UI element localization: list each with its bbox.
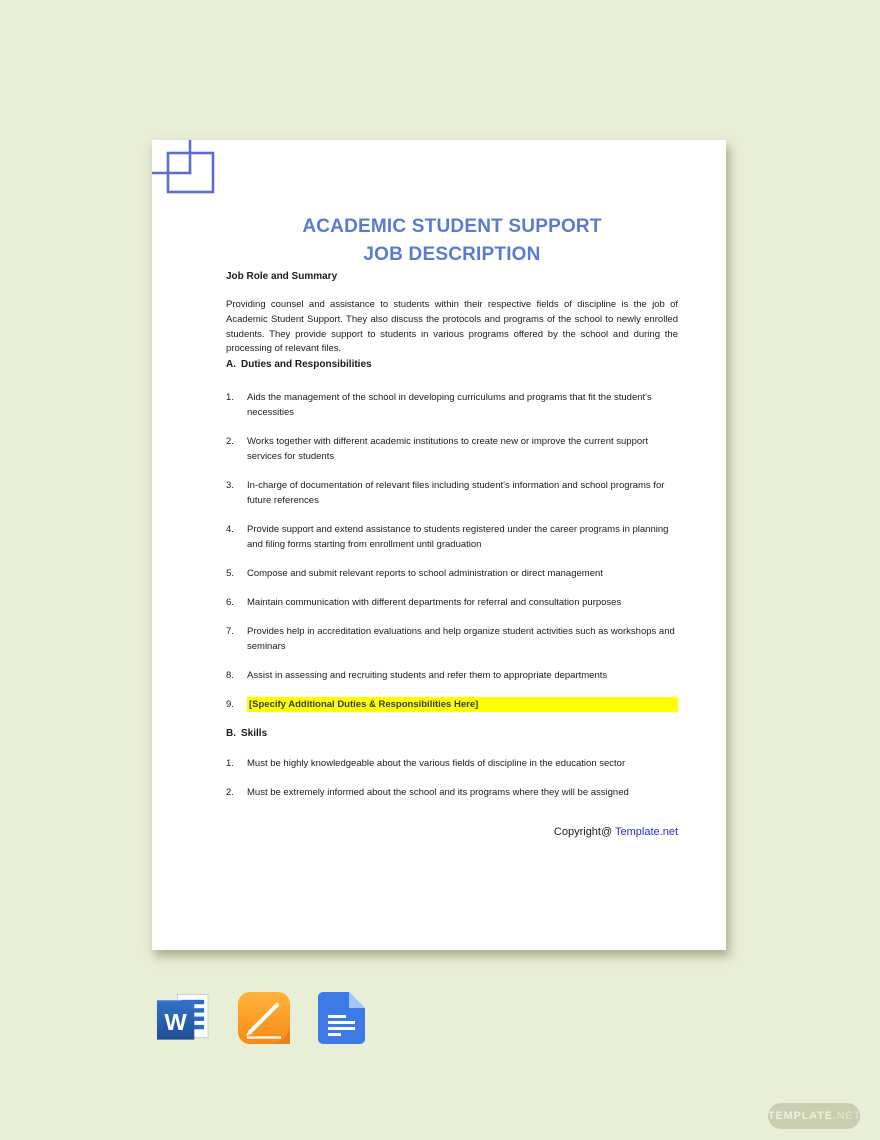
item-number: 6. — [226, 597, 234, 609]
item-number: 2. — [226, 436, 234, 448]
item-number: 7. — [226, 626, 234, 638]
skills-item-2 — [226, 785, 678, 800]
duties-item-4 — [226, 522, 678, 552]
duties-heading — [226, 357, 678, 372]
item-number: 8. — [226, 670, 234, 682]
item-text: Must be highly knowledgeable about the various fields of discipline in the education sector — [247, 758, 626, 770]
skills-list — [226, 756, 678, 800]
duties-item-5 — [226, 566, 678, 581]
item-text: Works together with different academic institutions to create new or improve the current support services for students — [247, 436, 648, 463]
svg-text:W: W — [164, 1008, 187, 1035]
item-number: 1. — [226, 392, 234, 404]
duties-item-2 — [226, 434, 678, 464]
skills-heading-text: Skills — [241, 728, 268, 740]
item-text: Assist in assessing and recruiting students and refer them to appropriate departments — [247, 670, 608, 682]
skills-heading — [226, 726, 678, 741]
watermark-tld: .NET — [832, 1110, 862, 1122]
duties-item-3 — [226, 478, 678, 508]
item-number: 9. — [226, 699, 234, 711]
item-number: 3. — [226, 480, 234, 492]
item-number: 4. — [226, 524, 234, 536]
duties-item-6 — [226, 595, 678, 610]
google-docs-icon[interactable] — [318, 992, 365, 1044]
item-text: Aids the management of the school in developing curriculums and programs that fit the student's necessities — [247, 392, 652, 419]
summary-paragraph: Providing counsel and assistance to students within their respective fields of discipline is the job of Academic Student Support. They also discuss the protocols and programs of the school to newly enrolled students. They provide support to students in various programs offered by the school and during the processing of relevant files. — [226, 299, 678, 355]
skills-item-1 — [226, 756, 678, 771]
summary-heading: Job Role and Summary — [226, 271, 338, 282]
title-line-1: ACADEMIC STUDENT SUPPORT — [302, 216, 602, 237]
ms-word-icon[interactable] — [155, 992, 210, 1044]
page-title — [226, 213, 678, 269]
copyright-line — [226, 826, 678, 839]
duties-list — [226, 390, 678, 712]
duties-heading-text: Duties and Responsibilities — [241, 359, 372, 371]
duties-item-8 — [226, 668, 678, 683]
item-number: 2. — [226, 787, 234, 799]
document-content — [152, 140, 726, 839]
item-text: Provides help in accreditation evaluations and help organize student activities such as workshops and seminars — [247, 626, 675, 653]
document-page — [152, 140, 726, 950]
skills-heading-label: B. — [226, 728, 236, 740]
title-line-2: JOB DESCRIPTION — [363, 244, 541, 265]
item-text: Must be extremely informed about the school and its programs where they will be assigned — [247, 787, 629, 799]
duties-heading-label: A. — [226, 359, 236, 371]
item-number: 5. — [226, 568, 234, 580]
duties-item-1 — [226, 390, 678, 420]
duties-item-9 — [226, 697, 678, 712]
item-text: In-charge of documentation of relevant files including student's information and school programs for future references — [247, 480, 665, 507]
item-text: Compose and submit relevant reports to school administration or direct management — [247, 568, 603, 580]
duties-item-7 — [226, 624, 678, 654]
templatenet-watermark — [768, 1103, 860, 1129]
item-number: 1. — [226, 758, 234, 770]
placeholder-highlight[interactable]: [Specify Additional Duties & Responsibilities Here] — [247, 697, 678, 712]
copyright-prefix: Copyright@ — [553, 826, 616, 839]
apple-pages-icon[interactable] — [238, 992, 290, 1044]
file-format-icons — [155, 992, 365, 1044]
templatenet-link[interactable]: Template.net — [615, 826, 678, 839]
item-text: Maintain communication with different departments for referral and consultation purposes — [247, 597, 622, 609]
item-text: Provide support and extend assistance to students registered under the career programs in planning and filing forms starting from enrollment until graduation — [247, 524, 669, 551]
watermark-brand: TEMPLATE — [768, 1110, 833, 1122]
